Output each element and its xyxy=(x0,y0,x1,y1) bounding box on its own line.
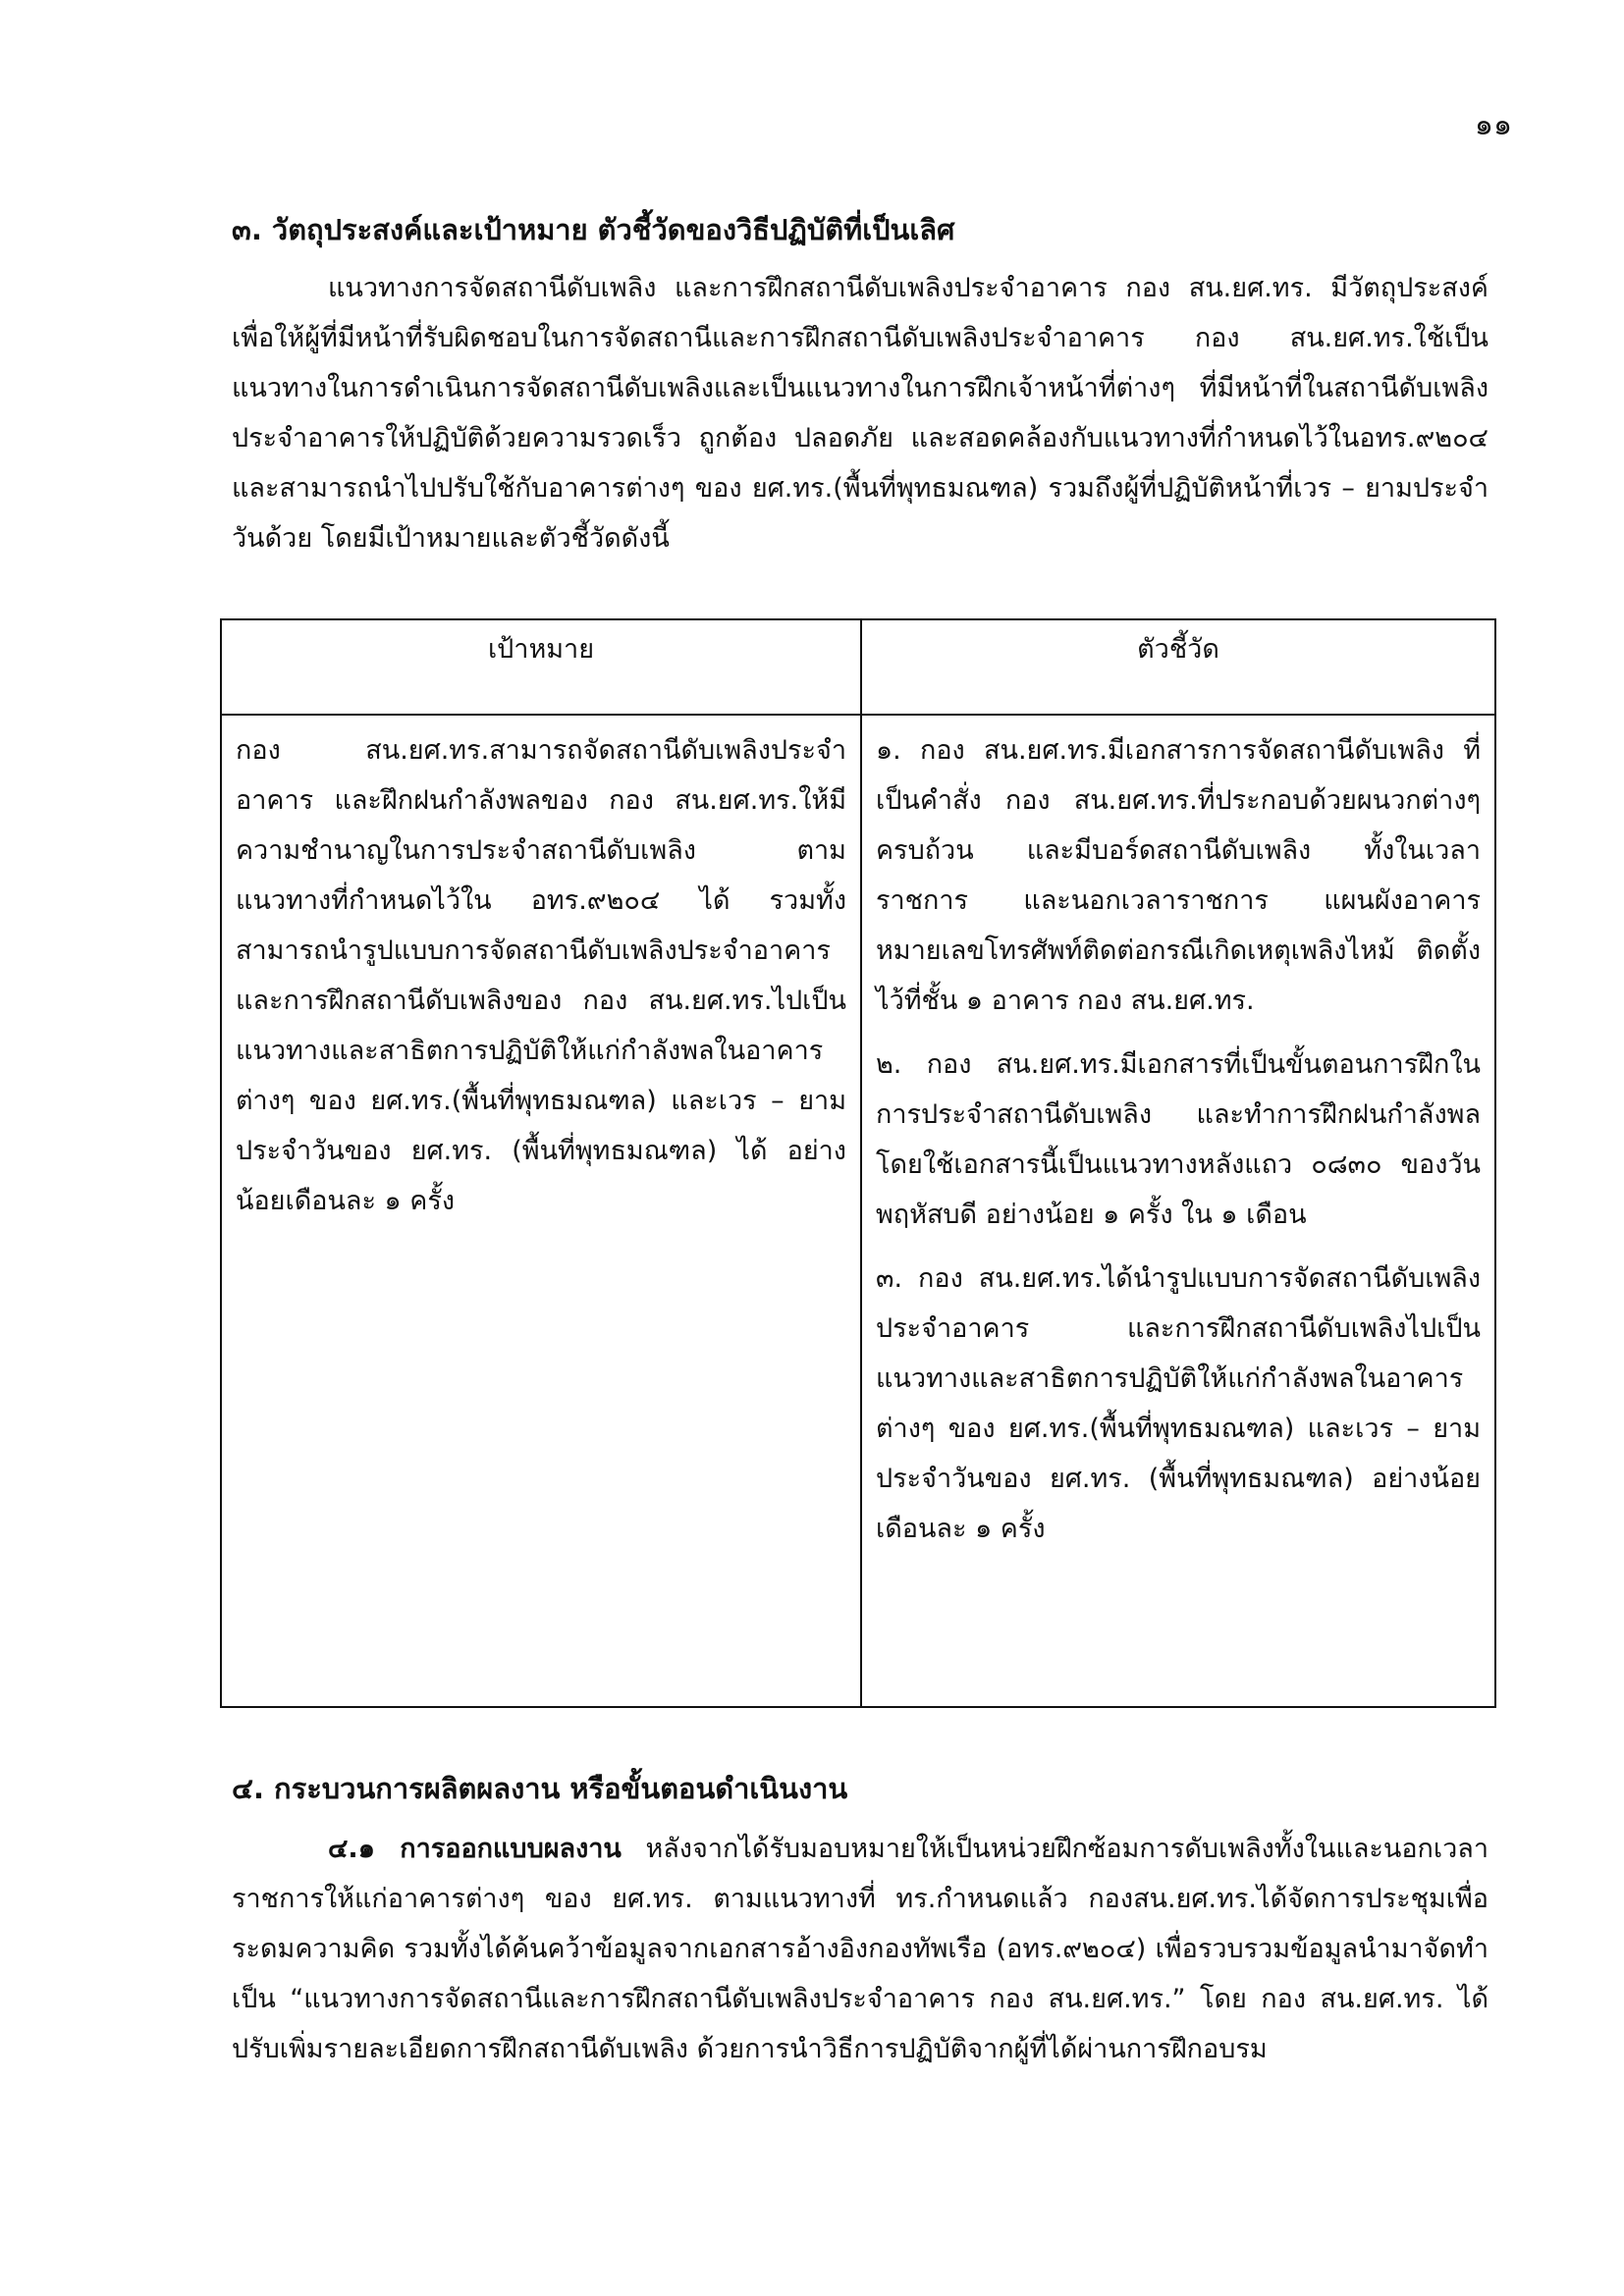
table-header-row xyxy=(221,619,1495,715)
section-4-1-text: หลังจากได้รับมอบหมายให้เป็นหน่วยฝึกซ้อมการดับเพลิงทั้งในและนอกเวลาราชการให้แก่อาคารต่างๆ ของ ยศ.ทร. ตามแนวทางที่ ทร.กำหนดแล้ว กองสน.ยศ.ทร.ได้จัดการประชุมเพื่อระดมความคิด รวมทั้งได้ค้นคว้าข้อมูลจากเอกสารอ้างอิงกองทัพเรือ (อทร.๙๒๐๔) เพื่อรวบรวมข้อมูลนำมาจัดทำเป็น “แนวทางการจัดสถานีและการฝึกสถานีดับเพลิงประจำอาคาร กอง สน.ยศ.ทร.” โดย กอง สน.ยศ.ทร. ได้ปรับเพิ่มรายละเอียดการฝึกสถานีดับเพลิง ด้วยการนำวิธีการปฏิบัติจากผู้ที่ได้ผ่านการฝึกอบรม xyxy=(232,1834,1489,2064)
goal-cell xyxy=(221,715,861,1707)
section-4-1-heading: ๔.๑ การออกแบบผลงาน xyxy=(328,1834,622,1864)
section-3-intro-text: แนวทางการจัดสถานีดับเพลิง และการฝึกสถานีดับเพลิงประจำอาคาร กอง สน.ยศ.ทร. มีวัตถุประสงค์เพื่อให้ผู้ที่มีหน้าที่รับผิดชอบในการจัดสถานีและการฝึกสถานีดับเพลิงประจำอาคาร กอง สน.ยศ.ทร.ใช้เป็นแนวทางในการดำเนินการจัดสถานีดับเพลิงและเป็นแนวทางในการฝึกเจ้าหน้าที่ต่างๆ ที่มีหน้าที่ในสถานีดับเพลิงประจำอาคารให้ปฏิบัติด้วยความรวดเร็ว ถูกต้อง ปลอดภัย และสอดคล้องกับแนวทางที่กำหนดไว้ในอทร.๙๒๐๔ และสามารถนำไปปรับใช้กับอาคารต่างๆ ของ ยศ.ทร.(พื้นที่พุทธมณฑล) รวมถึงผู้ที่ปฏิบัติหน้าที่เวร – ยามประจำวันด้วย โดยมีเป้าหมายและตัวชี้วัดดังนี้ xyxy=(232,273,1489,554)
indicator-item-2: ๒. กอง สน.ยศ.ทร.มีเอกสารที่เป็นขั้นตอนการฝึกในการประจำสถานีดับเพลิง และทำการฝึกฝนกำลังพลโดยใช้เอกสารนี้เป็นแนวทางหลังแถว ๐๘๓๐ ของวันพฤหัสบดี อย่างน้อย ๑ ครั้ง ใน ๑ เดือน xyxy=(876,1049,1481,1230)
table-row xyxy=(221,715,1495,1707)
goal-column-header: เป้าหมาย xyxy=(221,619,861,715)
section-3-intro xyxy=(232,263,1489,563)
indicator-item-1: ๑. กอง สน.ยศ.ทร.มีเอกสารการจัดสถานีดับเพลิง ที่เป็นคำสั่ง กอง สน.ยศ.ทร.ที่ประกอบด้วยผนวกต่างๆ ครบถ้วน และมีบอร์ดสถานีดับเพลิง ทั้งในเวลาราชการ และนอกเวลาราชการ แผนผังอาคาร หมายเลขโทรศัพท์ติดต่อกรณีเกิดเหตุเพลิงไหม้ ติดตั้งไว้ที่ชั้น ๑ อาคาร กอง สน.ยศ.ทร. xyxy=(876,735,1481,1016)
goal-text: กอง สน.ยศ.ทร.สามารถจัดสถานีดับเพลิงประจำอาคาร และฝึกฝนกำลังพลของ กอง สน.ยศ.ทร.ให้มีความชำนาญในการประจำสถานีดับเพลิง ตามแนวทางที่กำหนดไว้ใน อทร.๙๒๐๔ ได้ รวมทั้งสามารถนำรูปแบบการจัดสถานีดับเพลิงประจำอาคารและการฝึกสถานีดับเพลิงของ กอง สน.ยศ.ทร.ไปเป็นแนวทางและสาธิตการปฏิบัติให้แก่กำลังพลในอาคารต่างๆ ของ ยศ.ทร.(พื้นที่พุทธมณฑล) และเวร – ยามประจำวันของ ยศ.ทร. (พื้นที่พุทธมณฑล) ได้ อย่างน้อยเดือนละ ๑ ครั้ง xyxy=(236,735,846,1216)
section-4-1-paragraph xyxy=(232,1824,1489,2074)
section-3-heading: ๓. วัตถุประสงค์และเป้าหมาย ตัวชี้วัดของวิธีปฏิบัติที่เป็นเลิศ xyxy=(232,213,955,246)
section-4-heading: ๔. กระบวนการผลิตผลงาน หรือขั้นตอนดำเนินงาน xyxy=(232,1772,848,1805)
indicator-item-3: ๓. กอง สน.ยศ.ทร.ได้นำรูปแบบการจัดสถานีดับเพลิงประจำอาคาร และการฝึกสถานีดับเพลิงไปเป็นแนวทางและสาธิตการปฏิบัติให้แก่กำลังพลในอาคารต่างๆ ของ ยศ.ทร.(พื้นที่พุทธมณฑล) และเวร – ยามประจำวันของ ยศ.ทร. (พื้นที่พุทธมณฑล) อย่างน้อยเดือนละ ๑ ครั้ง xyxy=(876,1263,1481,1544)
indicator-column-header: ตัวชี้วัด xyxy=(861,619,1495,715)
page-number: ๑๑ xyxy=(1474,108,1512,142)
goal-indicator-table xyxy=(220,618,1496,1708)
section-4-body xyxy=(232,1824,1489,2074)
indicator-cell xyxy=(861,715,1495,1707)
